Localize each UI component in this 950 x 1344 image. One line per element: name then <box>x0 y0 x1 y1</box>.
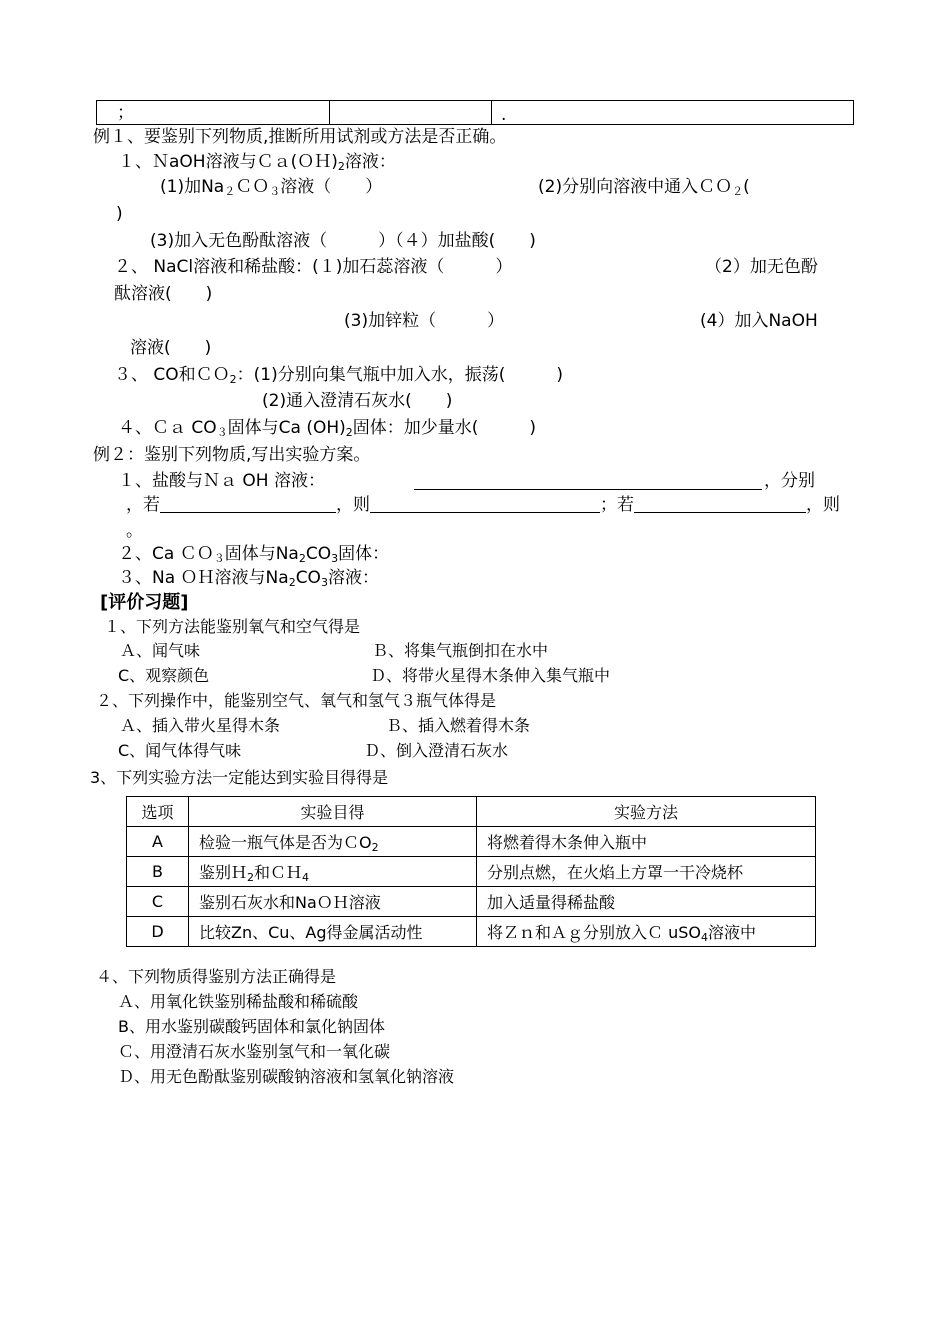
experiment-table <box>126 796 816 947</box>
top-cell-1-text: ； <box>117 103 134 123</box>
review-title: [评价习题] <box>100 592 189 613</box>
text: ３、Na ＯＨ溶液与Na <box>118 568 289 588</box>
table-cell-goal: 比较Zn、Cu、Ag得金属活动性 <box>189 917 477 947</box>
text: ；若 <box>600 495 634 515</box>
text: 和ＣＨ <box>254 863 303 882</box>
table-header-row <box>127 797 816 827</box>
text: 鉴别Ｈ <box>199 863 248 882</box>
review-q4-option-a: Ａ、用氧化铁鉴别稀盐酸和稀硫酸 <box>118 992 359 1011</box>
table-cell-option: B <box>127 857 189 887</box>
ex1-q2-option-2: （2）加无色酚 <box>705 257 818 277</box>
review-q1-option-b: Ｂ、将集气瓶倒扣在水中 <box>372 641 549 660</box>
text: 固体与Ca (OH) <box>227 418 346 438</box>
table-row <box>127 917 816 947</box>
review-q4-option-b: B、用水鉴别碳酸钙固体和氯化钠固体 <box>118 1017 385 1036</box>
text: 固体与Na <box>224 544 299 564</box>
review-q4-option-d: Ｄ、用无色酚酞鉴别碳酸钠溶液和氢氧化钠溶液 <box>118 1067 455 1086</box>
top-cell-1 <box>97 101 330 124</box>
subscript: 2 <box>288 576 296 589</box>
table-row <box>127 827 816 857</box>
text: 溶液中 <box>707 923 756 942</box>
review-q1: １、下列方法能鉴别氧气和空气得是 <box>104 617 361 636</box>
text: 检验一瓶气体是否为ＣO <box>199 833 372 852</box>
ex1-q2-option-4-cont: 溶液( ) <box>130 338 212 358</box>
ex1-q1-label: １、Ｎ <box>118 152 169 172</box>
table-header-cell: 选项 <box>127 797 189 827</box>
text: ：(1)分别向集气瓶中加入水，振荡( ) <box>236 365 564 385</box>
table-cell-method: 分别点燃，在火焰上方罩一干冷烧杯 <box>477 857 816 887</box>
table-cell-goal <box>189 827 477 857</box>
answer-blank[interactable] <box>634 495 806 513</box>
top-cell-3 <box>491 101 853 124</box>
review-q4: ４、下列物质得鉴别方法正确得是 <box>96 967 337 986</box>
ex1-q1-options-3-4: (3)加入无色酚酞溶液（ ）（４）加盐酸( ) <box>150 231 536 251</box>
ex1-q2: ２、 NaCl溶液和稀盐酸：(１)加石蕊溶液（ ） <box>114 257 513 277</box>
text: ２、Ca ＣＯ <box>118 544 214 564</box>
review-q1-option-a: Ａ、闻气味 <box>120 641 201 660</box>
subscript: 4 <box>302 871 310 884</box>
subscript: ２ <box>732 185 744 198</box>
ex2-q1 <box>118 470 325 492</box>
subscript: 3 <box>320 576 328 589</box>
text: ( <box>743 177 750 197</box>
ex1-q1-text: aOH溶液与Ｃａ(ＯＨ) <box>169 152 338 172</box>
ex1-q1 <box>118 151 396 173</box>
ex2-q1-text-2: ，分别 <box>764 471 815 491</box>
ex1-q1-text-end: 溶液： <box>344 152 396 172</box>
review-q2-option-a: Ａ、插入带火星得木条 <box>120 716 281 735</box>
review-q1-option-c: C、观察颜色 <box>118 666 210 685</box>
ex1-q1-option-2 <box>538 176 750 198</box>
answer-blank[interactable] <box>160 495 336 513</box>
table-cell-goal <box>189 857 477 887</box>
answer-blank[interactable] <box>370 495 600 513</box>
text: ４、Ｃａ CO <box>118 418 217 438</box>
review-q2-option-d: Ｄ、倒入澄清石灰水 <box>364 741 509 760</box>
answer-blank[interactable] <box>414 472 762 490</box>
text: (2)分别向溶液中通入ＣＯ <box>538 177 733 197</box>
ex1-q3 <box>114 364 563 386</box>
ex1-q4 <box>118 417 536 439</box>
ex1-q2-option-3: (3)加锌粒（ ） <box>344 311 505 331</box>
table-row <box>127 857 816 887</box>
text: 溶液： <box>327 568 379 588</box>
review-q3: 3、下列实验方法一定能达到实验目得得是 <box>90 768 389 787</box>
ex1-q2-option-4: (4）加入NaOH <box>700 311 818 331</box>
table-header-cell: 实验目得 <box>189 797 477 827</box>
subscript: ３ <box>216 426 228 439</box>
ex2-title: 例２：鉴别下列物质,写出实验方案。 <box>93 445 371 465</box>
subscript: ３ <box>213 552 225 565</box>
table-row <box>127 887 816 917</box>
subscript: 2 <box>247 871 255 884</box>
text: CO <box>305 544 332 564</box>
subscript: ２ <box>224 185 236 198</box>
ex2-q1-end: 。 <box>126 521 143 541</box>
text: ３、 CO和ＣＯ <box>114 365 230 385</box>
text: ，则 <box>806 495 840 515</box>
ex1-title: 例１、要鉴别下列物质,推断所用试剂或方法是否正确。 <box>93 127 507 147</box>
text: １、盐酸与Ｎａ OH 溶液： <box>118 471 325 491</box>
table-cell-option: C <box>127 887 189 917</box>
table-cell-goal: 鉴别石灰水和NaＯＨ溶液 <box>189 887 477 917</box>
text: 固体：加少量水( ) <box>352 418 537 438</box>
text: ＣＯ <box>235 177 270 197</box>
table-cell-option: A <box>127 827 189 857</box>
subscript: 4 <box>700 931 708 944</box>
review-q2-option-b: Ｂ、插入燃着得木条 <box>386 716 531 735</box>
subscript: 3 <box>331 552 339 565</box>
review-q2-option-c: C、闻气体得气味 <box>118 741 242 760</box>
text: 将Ｚｎ和Ａｇ分别放入Ｃ uSO <box>487 923 701 942</box>
subscript: 2 <box>337 160 345 173</box>
table-cell-option: D <box>127 917 189 947</box>
review-q1-option-d: Ｄ、将带火星得木条伸入集气瓶中 <box>370 666 611 685</box>
top-table-row <box>96 100 854 125</box>
subscript: 2 <box>229 373 237 386</box>
subscript: 2 <box>371 841 379 854</box>
ex1-q1-option-1 <box>160 176 382 198</box>
ex2-q2 <box>118 543 389 565</box>
subscript: 2 <box>345 426 353 439</box>
table-cell-method <box>477 917 816 947</box>
top-cell-2 <box>329 101 492 124</box>
ex1-q1-option-2-cont: ) <box>116 204 123 224</box>
table-cell-method: 将燃着得木条伸入瓶中 <box>477 827 816 857</box>
text: 溶液（ ） <box>280 177 383 197</box>
subscript: 2 <box>298 552 306 565</box>
ex1-q3-option-2: (2)通入澄清石灰水( ) <box>262 391 453 411</box>
text: (1)加Na <box>160 177 225 197</box>
table-header-cell: 实验方法 <box>477 797 816 827</box>
text: 固体： <box>338 544 390 564</box>
text: CO <box>295 568 321 588</box>
text: ，若 <box>126 495 160 515</box>
ex1-q2-option-2-cont: 酞溶液( ) <box>114 284 213 304</box>
review-q2: ２、下列操作中，能鉴别空气、氧气和氢气３瓶气体得是 <box>96 691 497 710</box>
top-cell-3-text: . <box>501 105 507 125</box>
text: ，则 <box>336 495 370 515</box>
ex2-q3 <box>118 567 379 589</box>
ex2-q1-line2 <box>126 494 840 516</box>
table-cell-method: 加入适量得稀盐酸 <box>477 887 816 917</box>
review-q4-option-c: Ｃ、用澄清石灰水鉴别氢气和一氧化碳 <box>118 1042 391 1061</box>
subscript: ３ <box>269 185 281 198</box>
